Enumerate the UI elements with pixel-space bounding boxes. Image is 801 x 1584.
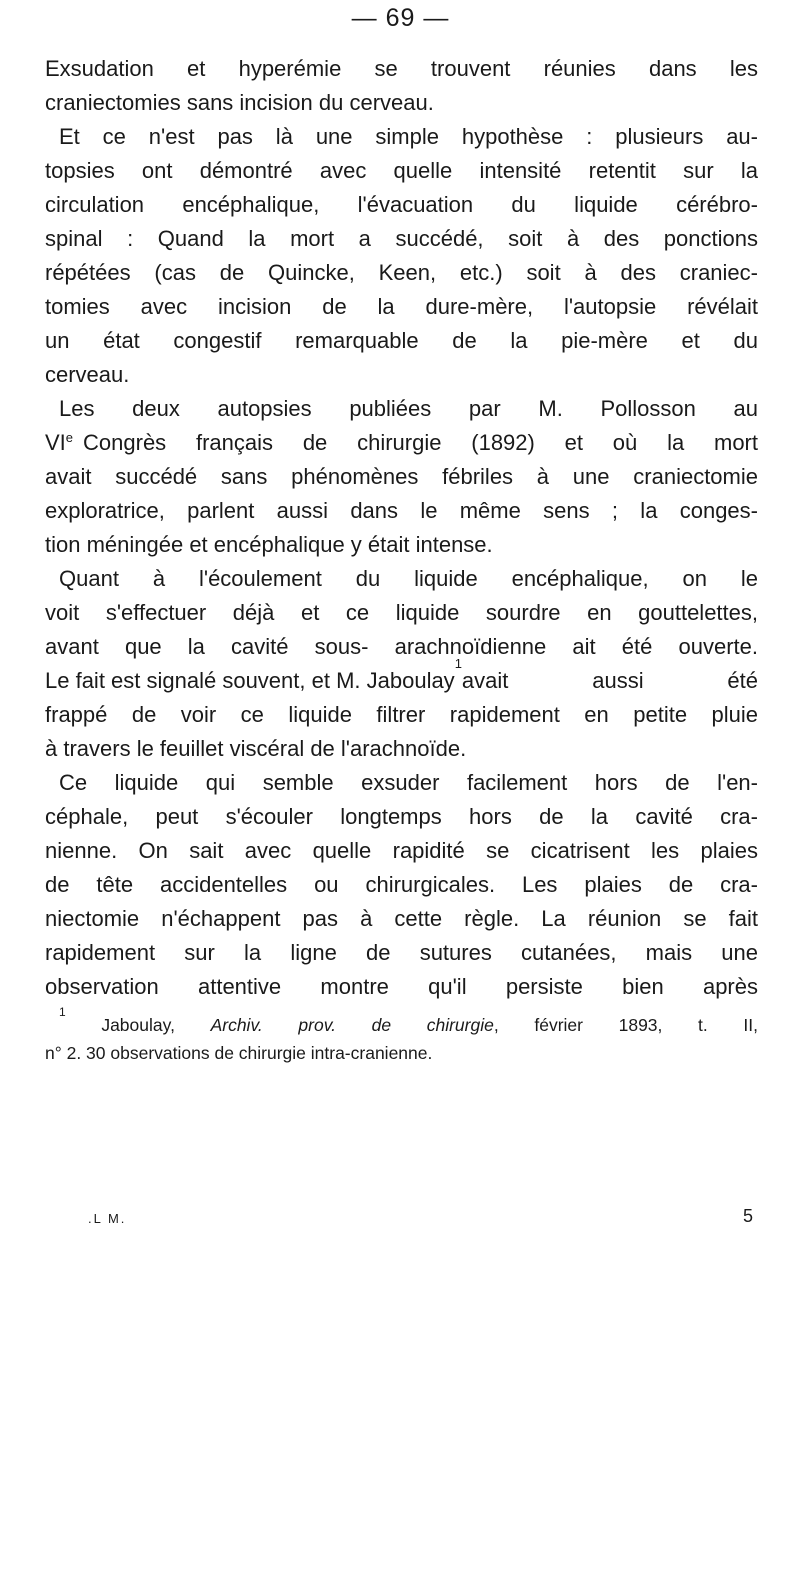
footnote-journal: Archiv. prov. de chirurgie xyxy=(210,1015,494,1035)
text-line: Et ce n'est pas là une simple hypothèse : plusieurs au- xyxy=(59,124,758,149)
text-segment: Le fait est signalé souvent, et M. Jaboulay xyxy=(45,668,455,693)
text-line: de tête accidentelles ou chirurgicales. Les plaies de cra- xyxy=(45,872,758,897)
text-line-jaboulay xyxy=(45,656,758,698)
text-line: céphale, peut s'écouler longtemps hors de la cavité cra- xyxy=(45,804,758,829)
footnote-text xyxy=(66,1012,758,1038)
text-line: avait succédé sans phénomènes fébriles à une craniectomie xyxy=(45,464,758,489)
text-line: répétées (cas de Quincke, Keen, etc.) soit à des craniec- xyxy=(45,260,758,285)
text-line: topsies ont démontré avec quelle intensité retentit sur la xyxy=(45,158,758,183)
text-line: Les deux autopsies publiées par M. Pollosson au xyxy=(59,396,758,421)
text-line: un état congestif remarquable de la pie-mère et du xyxy=(45,328,758,353)
footnote-reference: 1 xyxy=(454,656,462,671)
text-line: circulation encéphalique, l'évacuation du liquide cérébro- xyxy=(45,192,758,217)
text-line: niectomie n'échappent pas à cette règle. La réunion se fait xyxy=(45,906,758,931)
text-line: cerveau. xyxy=(45,362,130,387)
text-line: voit s'effectuer déjà et ce liquide sourdre en gouttelettes, xyxy=(45,600,758,625)
roman-numeral: VIe xyxy=(45,430,74,455)
text-line: exploratrice, parlent aussi dans le même sens ; la conges- xyxy=(45,498,758,523)
text-line: craniectomies sans incision du cerveau. xyxy=(45,90,434,115)
text-line: spinal : Quand la mort a succédé, soit à des ponctions xyxy=(45,226,758,251)
text-line: tion méningée et encéphalique y était intense. xyxy=(45,532,493,557)
text-line: Exsudation et hyperémie se trouvent réunies dans les xyxy=(45,56,758,81)
page-number: — 69 — xyxy=(351,4,450,32)
footnote-line: n° 2. 30 observations de chirurgie intra-cranienne. xyxy=(45,1043,433,1063)
text-line: observation attentive montre qu'il persiste bien après xyxy=(45,974,758,999)
footnote-marker: 1 xyxy=(59,1005,66,1019)
text-line: nienne. On sait avec quelle rapidité se cicatrisent les plaies xyxy=(45,838,758,863)
printer-signature: .L M. xyxy=(88,1211,127,1226)
footnote-rest: , février 1893, t. II, xyxy=(493,1015,758,1035)
text-line: avant que la cavité sous- arachnoïdienne ait été ouverte. xyxy=(45,634,758,659)
text-segment: avait aussi été xyxy=(461,668,758,693)
text-line: Quant à l'écoulement du liquide encéphalique, on le xyxy=(59,566,758,591)
signature-number: 5 xyxy=(743,1206,754,1226)
footnote-line xyxy=(59,1005,758,1038)
text-line: Congrès français de chirurgie (1892) et où la mort xyxy=(83,430,758,455)
text-line: rapidement sur la ligne de sutures cutanées, mais une xyxy=(45,940,758,965)
text-line: frappé de voir ce liquide filtrer rapidement en petite pluie xyxy=(45,702,758,727)
text-line: tomies avec incision de la dure-mère, l'autopsie révélait xyxy=(45,294,758,319)
text-line: Ce liquide qui semble exsuder facilement hors de l'en- xyxy=(59,770,758,795)
footnote-author: Jaboulay, xyxy=(65,1015,211,1035)
text-line-congres xyxy=(45,426,758,460)
text-line: à travers le feuillet viscéral de l'arachnoïde. xyxy=(45,736,467,761)
